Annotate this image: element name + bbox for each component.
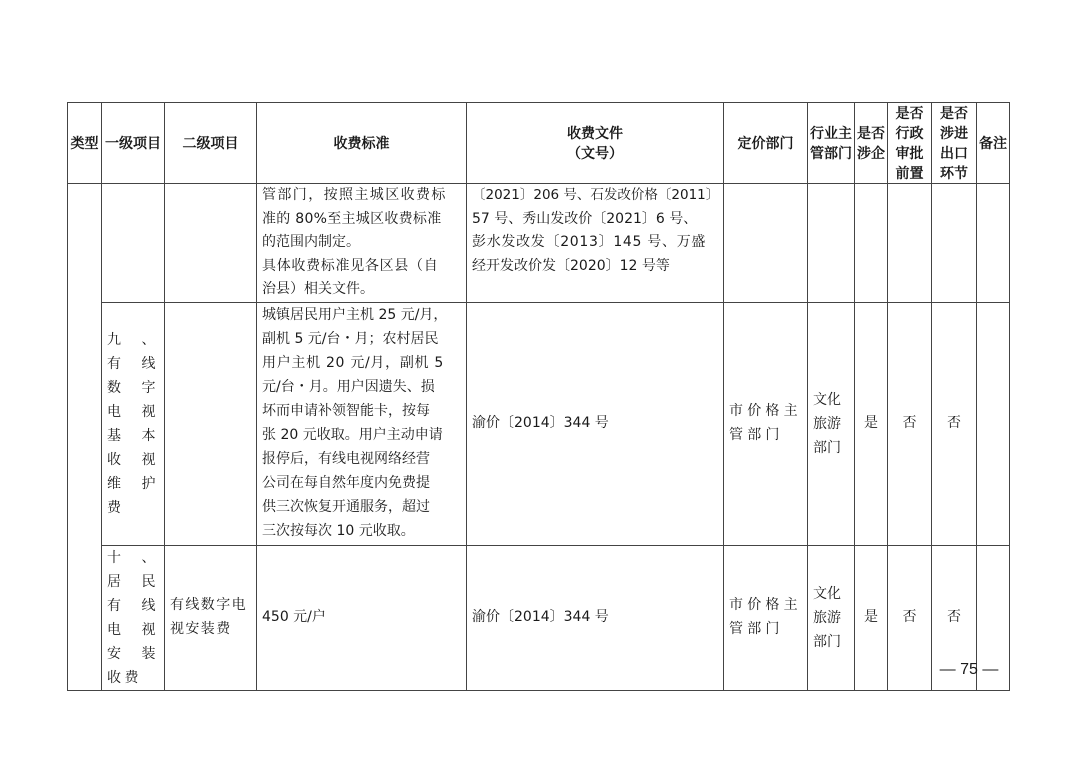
document-line: 〔2021〕206 号、石发改价格〔2011〕 xyxy=(472,187,720,203)
document-cell: 渝价〔2014〕344 号 xyxy=(467,302,724,545)
standard-line: 的范围内制定。 xyxy=(262,234,360,250)
standard-line: 报停后，有线电视网络经营 xyxy=(262,450,430,467)
industry-dept-cell: 文化旅游部门 xyxy=(808,302,855,545)
table-header-row xyxy=(68,103,1010,184)
remark-cell xyxy=(977,184,1010,303)
header-remark: 备注 xyxy=(977,103,1010,184)
approval-cell: 否 xyxy=(888,302,932,545)
header-document-line1: 收费文件 xyxy=(567,125,623,141)
standard-line: 坏而申请补领智能卡，按每 xyxy=(262,402,430,419)
header-type: 类型 xyxy=(68,103,102,184)
remark-cell xyxy=(977,302,1010,545)
enterprise-cell xyxy=(855,184,888,303)
table-row xyxy=(68,545,1010,690)
level1-cell: 九、有线数字电视基本收视维护费 xyxy=(102,302,165,545)
standard-line: 管部门，按照主城区收费标 xyxy=(262,187,447,203)
header-import-export: 是否涉进出口环节 xyxy=(932,103,977,184)
type-cell xyxy=(68,184,102,691)
industry-dept-cell: 文化旅游部门 xyxy=(808,545,855,690)
enterprise-cell: 是 xyxy=(855,302,888,545)
table-row xyxy=(68,302,1010,545)
industry-dept-cell xyxy=(808,184,855,303)
standard-line: 供三次恢复开通服务，超过 xyxy=(262,498,430,515)
standard-line: 公司在每自然年度内免费提 xyxy=(262,474,430,491)
level1-cell: 十、居民有线电视安装收费 xyxy=(102,545,165,690)
document-line: 彭水发改发〔2013〕145 号、万盛 xyxy=(472,234,707,250)
fee-table xyxy=(67,102,1010,691)
pricing-dept-cell: 市价格主管部门 xyxy=(724,302,808,545)
standard-line: 副机 5 元/台・月；农村居民 xyxy=(262,330,439,347)
standard-line: 用户主机 20 元/月，副机 5 xyxy=(262,354,444,371)
header-industry-dept: 行业主管部门 xyxy=(808,103,855,184)
document-line: 经开发改价发〔2020〕12 号等 xyxy=(472,257,670,274)
enterprise-cell: 是 xyxy=(855,545,888,690)
table-row xyxy=(68,184,1010,303)
level2-cell xyxy=(165,302,257,545)
standard-line: 元/台・月。用户因遗失、损 xyxy=(262,378,435,395)
level2-cell xyxy=(165,184,257,303)
page-number: — 75 — xyxy=(939,661,999,678)
header-pricing-dept: 定价部门 xyxy=(724,103,808,184)
pricing-dept-cell xyxy=(724,184,808,303)
standard-line: 具体收费标准见各区县（自 xyxy=(262,257,439,274)
document-line: 57 号、秀山发改价〔2021〕6 号、 xyxy=(472,210,698,227)
level2-cell: 有线数字电视安装费 xyxy=(165,545,257,690)
standard-line: 张 20 元收取。用户主动申请 xyxy=(262,426,443,443)
standard-cell: 450 元/户 xyxy=(257,545,467,690)
level1-cell xyxy=(102,184,165,303)
standard-cell xyxy=(257,302,467,545)
import-export-cell: 否 xyxy=(932,302,977,545)
approval-cell xyxy=(888,184,932,303)
standard-line: 治县）相关文件。 xyxy=(262,281,374,297)
header-document xyxy=(467,103,724,184)
standard-cell xyxy=(257,184,467,303)
header-level2: 二级项目 xyxy=(165,103,257,184)
header-enterprise: 是否涉企 xyxy=(855,103,888,184)
header-document-line2: （文号） xyxy=(567,145,623,161)
standard-line: 城镇居民用户主机 25 元/月， xyxy=(262,306,448,323)
pricing-dept-cell: 市价格主管部门 xyxy=(724,545,808,690)
header-approval: 是否行政审批前置 xyxy=(888,103,932,184)
document-cell xyxy=(467,184,724,303)
header-level1: 一级项目 xyxy=(102,103,165,184)
standard-line: 准的 80%至主城区收费标准 xyxy=(262,210,442,227)
header-standard: 收费标准 xyxy=(257,103,467,184)
import-export-cell: 否 xyxy=(932,545,977,690)
approval-cell: 否 xyxy=(888,545,932,690)
document-cell: 渝价〔2014〕344 号 xyxy=(467,545,724,690)
import-export-cell xyxy=(932,184,977,303)
standard-line: 三次按每次 10 元收取。 xyxy=(262,522,415,539)
